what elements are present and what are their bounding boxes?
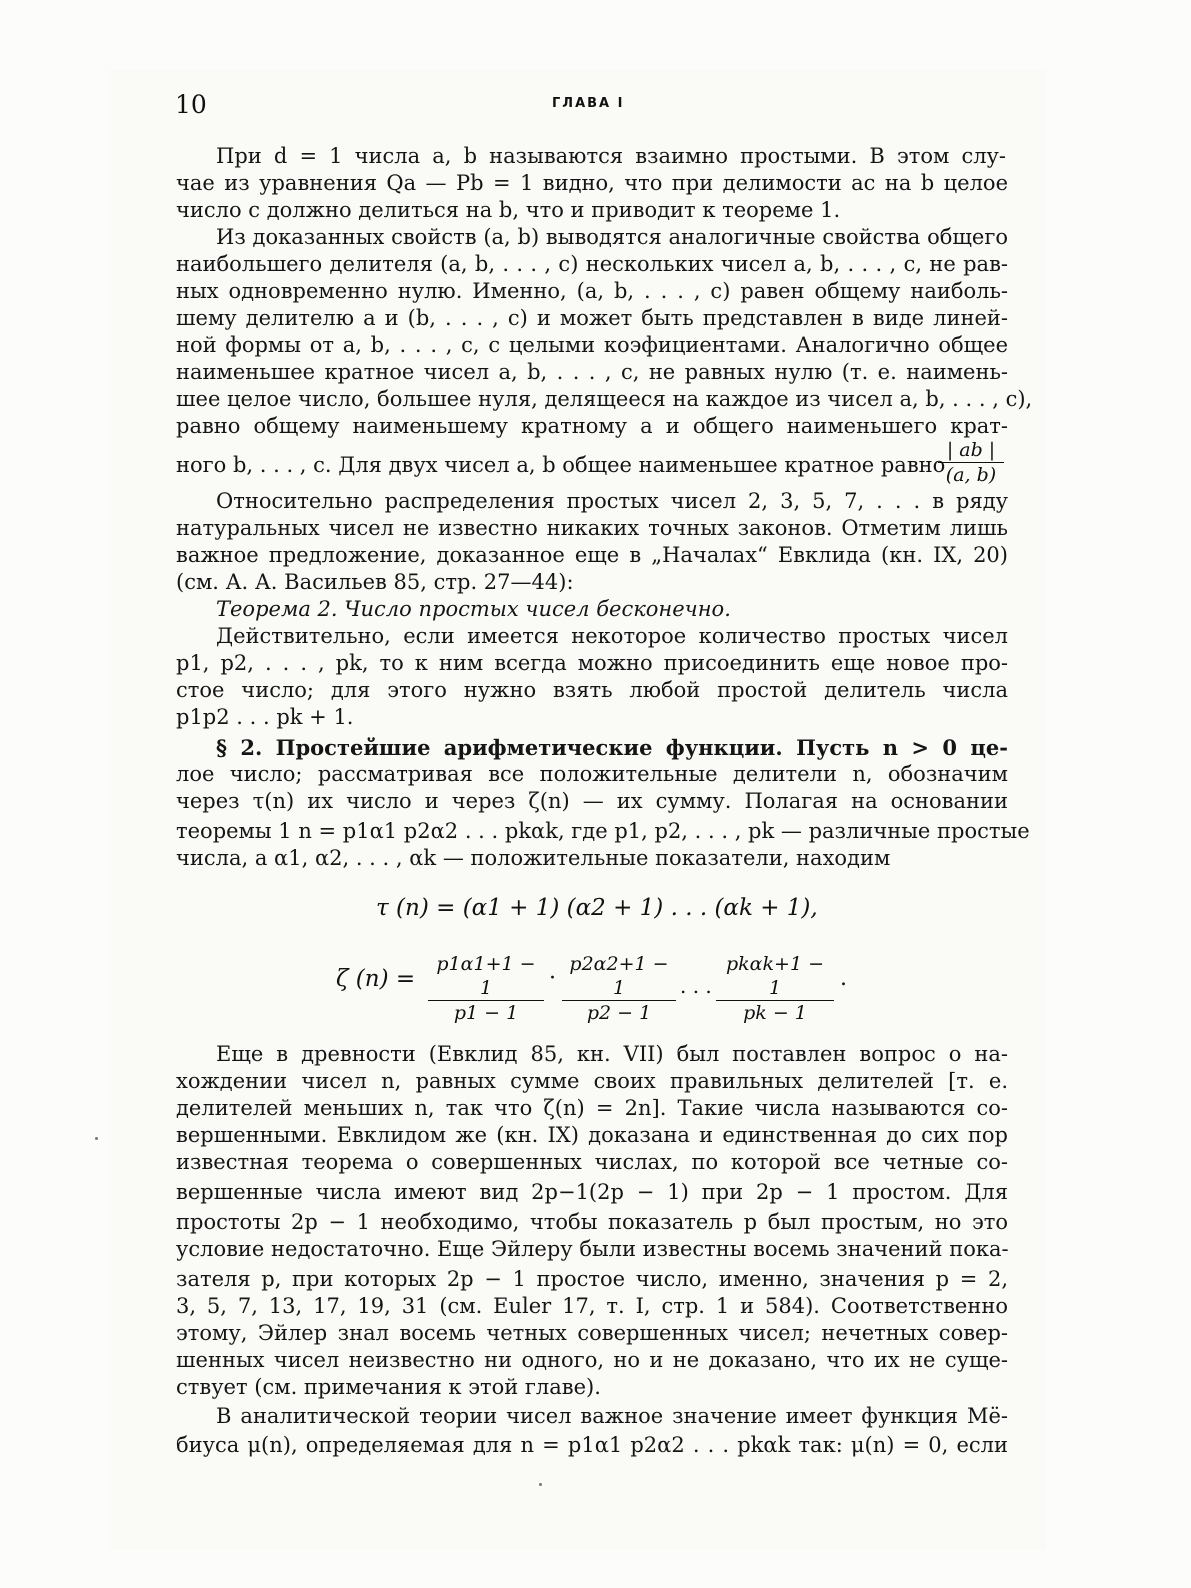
zeta-dot-1: · xyxy=(549,966,556,991)
lcm-numerator: | ab | xyxy=(938,438,1004,463)
line-8: ной формы от a, b, . . . , c, с целыми коэфициентами. Аналогично общее xyxy=(176,333,1008,357)
lcm-denominator: (a, b) xyxy=(945,464,997,486)
zeta-dots: . . . xyxy=(680,974,712,998)
line-2: чае из уравнения Qa — Pb = 1 видно, что при делимости ac на b целое xyxy=(176,171,1008,195)
line-36: 3, 5, 7, 13, 17, 19, 31 (см. Euler 17, т. I, стр. 1 и 584). Соответственно xyxy=(176,1294,1008,1318)
line-27: Еще в древности (Евклид 85, кн. VII) был поставлен вопрос о на- xyxy=(216,1042,1008,1066)
line-9: наименьшее кратное чисел a, b, . . . , c, не равных нулю (т. е. наимень- xyxy=(176,360,1008,384)
theorem-2: Теорема 2. Число простых чисел бесконечно. xyxy=(216,597,731,621)
line-13: Относительно распределения простых чисел 2, 3, 5, 7, . . . в ряду xyxy=(216,489,1008,513)
line-7: шему делителю a и (b, . . . , c) и может быть представлен в виде линей- xyxy=(176,306,1008,330)
line-6: ных одновременно нулю. Именно, (a, b, . . . , c) равен общему наиболь- xyxy=(176,279,1008,303)
line-41: биуса μ(n), определяемая для n = p1α1 p2α2 . . . pkαk так: μ(n) = 0, если xyxy=(176,1433,1008,1457)
line-30: вершенными. Евклидом же (кн. IX) доказана и единственная до сих пор xyxy=(176,1123,1008,1147)
zeta-fraction-2-num: p2α2+1 − 1 xyxy=(562,952,676,1001)
scan-speck xyxy=(539,1483,542,1486)
line-34: условие недостаточно. Еще Эйлеру были известны восемь значений пока- xyxy=(176,1237,1009,1261)
line-21: p1p2 . . . pk + 1. xyxy=(176,705,354,729)
line-25: теоремы 1 n = p1α1 p2α2 . . . pkαk, где p1, p2, . . . , pk — различные простые xyxy=(176,819,1030,843)
tau-formula: τ (n) = (α1 + 1) (α2 + 1) . . . (αk + 1), xyxy=(376,895,818,921)
zeta-fraction-1 xyxy=(428,952,544,1025)
line-31: известная теорема о совершенных числах, по которой все четные со- xyxy=(176,1150,1008,1174)
zeta-end: . xyxy=(840,966,847,991)
running-head: ГЛАВА I xyxy=(552,96,625,111)
line-23: лое число; рассматривая все положительные делители n, обозначим xyxy=(176,762,1008,786)
line-38: шенных чисел неизвестно ни одного, но и не доказано, что их не суще- xyxy=(176,1348,1008,1372)
line-20: стое число; для этого нужно взять любой простой делитель числа xyxy=(176,678,1008,702)
line-19: p1, p2, . . . , pk, то к ним всегда можно присоединить еще новое про- xyxy=(176,651,1008,675)
zeta-fraction-2 xyxy=(562,952,676,1025)
line-39: ствует (см. примечания к этой главе). xyxy=(176,1375,601,1399)
zeta-fraction-1-num: p1α1+1 − 1 xyxy=(428,952,544,1001)
zeta-fraction-1-den: p1 − 1 xyxy=(453,1002,519,1024)
zeta-fraction-3-den: pk − 1 xyxy=(743,1002,807,1024)
zeta-fraction-3-num: pkαk+1 − 1 xyxy=(716,952,834,1001)
line-18: Действительно, если имеется некоторое количество простых чисел xyxy=(216,624,1008,648)
line-26: числа, а α1, α2, . . . , αk — положительные показатели, находим xyxy=(176,846,891,870)
line-16: (см. А. А. Васильев 85, стр. 27—44): xyxy=(176,570,574,594)
line-35: зателя p, при которых 2p − 1 простое число, именно, значения p = 2, xyxy=(176,1267,1008,1291)
line-28: хождении чисел n, равных сумме своих правильных делителей [т. е. xyxy=(176,1069,1008,1093)
line-32: вершенные числа имеют вид 2p−1(2p − 1) при 2p − 1 простом. Для xyxy=(176,1180,1008,1204)
line-24: через τ(n) их число и через ζ(n) — их сумму. Полагая на основании xyxy=(176,789,1008,813)
page-number: 10 xyxy=(175,90,207,119)
section-2-heading: § 2. Простейшие арифметические функции. Пусть n > 0 це- xyxy=(216,735,1008,760)
line-29: делителей меньших n, так что ζ(n) = 2n]. Такие числа называются со- xyxy=(176,1096,1008,1120)
line-5: наибольшего делителя (a, b, . . . , c) нескольких чисел a, b, . . . , c, не рав- xyxy=(176,252,1008,276)
zeta-fraction-2-den: p2 − 1 xyxy=(586,1002,652,1024)
line-12: ного b, . . . , c. Для двух чисел a, b общее наименьшее кратное равно xyxy=(176,453,946,477)
line-11: равно общему наименьшему кратному a и общего наименьшего крат- xyxy=(176,414,1008,438)
line-3: число c должно делиться на b, что и приводит к теореме 1. xyxy=(176,198,841,222)
line-1: При d = 1 числа a, b называются взаимно простыми. В этом слу- xyxy=(216,144,1006,168)
scan-speck xyxy=(95,1137,98,1140)
line-15: важное предложение, доказанное еще в „Началах“ Евклида (кн. IX, 20) xyxy=(176,543,1008,567)
line-10: шее целое число, большее нуля, делящееся на каждое из чисел a, b, . . . , c), xyxy=(176,387,1033,411)
line-37: этому, Эйлер знал восемь четных совершенных чисел; нечетных совер- xyxy=(176,1321,1008,1345)
zeta-lhs: ζ (n) = xyxy=(336,966,416,992)
line-14: натуральных чисел не известно никаких точных законов. Отметим лишь xyxy=(176,516,1008,540)
lcm-fraction xyxy=(938,438,1004,487)
line-33: простоты 2p − 1 необходимо, чтобы показатель p был простым, но это xyxy=(176,1210,1008,1234)
line-40: В аналитической теории чисел важное значение имеет функция Мё- xyxy=(216,1404,1008,1428)
zeta-fraction-3 xyxy=(716,952,834,1025)
line-4: Из доказанных свойств (a, b) выводятся аналогичные свойства общего xyxy=(216,225,1008,249)
